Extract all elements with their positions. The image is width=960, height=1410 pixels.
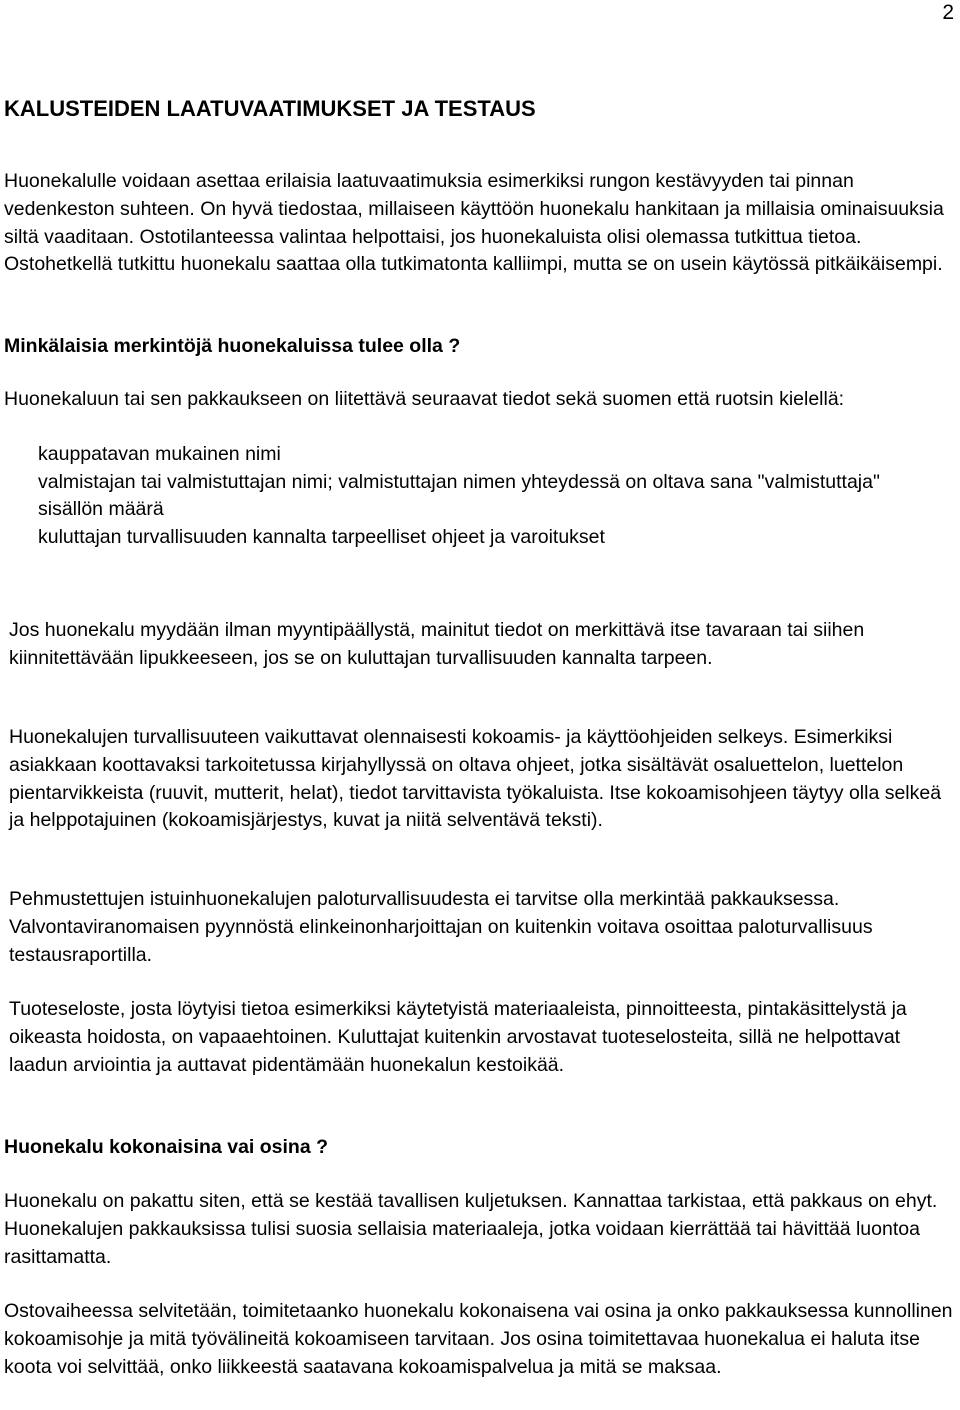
list-item: sisällön määrä — [38, 498, 164, 521]
list-item: valmistajan tai valmistuttajan nimi; valmistuttajan nimen yhteydessä on oltava sana "valmistuttaja" — [38, 470, 880, 493]
paragraph-packaging: Huonekalu on pakattu siten, että se kestää tavallisen kuljetuksen. Kannattaa tarkistaa, että pakkaus on ehyt. Huonekalujen pakkauksissa tulisi suosia sellaisia materiaaleja, jotka voidaan kierrättää tai hävittää luontoa rasittamatta. — [4, 1190, 938, 1268]
list-item: kauppatavan mukainen nimi — [38, 443, 281, 465]
paragraph-packaging-labels: Jos huonekalu myydään ilman myyntipäällystä, mainitut tiedot on merkittävä itse tavaraan tai siihen kiinnitettävään lipukkeeseen, jos se on kuluttajan turvallisuuden kannalta tarpeen. — [9, 619, 865, 669]
document-title: KALUSTEIDEN LAATUVAATIMUKSET JA TESTAUS — [4, 96, 536, 121]
paragraph-purchase-phase: Ostovaiheessa selvitetään, toimitetaanko huonekalu kokonaisena vai osina ja onko pakkauksessa kunnollinen kokoamisohje ja mitä työvälineitä kokoamiseen tarvitaan. Jos osina toimitettavaa huonekalua ei haluta itse koota voi selvittää, onko liikkeestä saatavana kokoamispalvelua ja mitä se maksaa. — [4, 1300, 953, 1378]
paragraph-required-information: Huonekaluun tai sen pakkaukseen on liitettävä seuraavat tiedot sekä suomen että ruotsin kielellä: — [4, 388, 845, 410]
page-number: 2 — [942, 1, 954, 24]
list-item: kuluttajan turvallisuuden kannalta tarpeelliset ohjeet ja varoitukset — [38, 525, 605, 548]
paragraph-product-description: Tuoteseloste, josta löytyisi tietoa esimerkiksi käytetyistä materiaaleista, pinnoitteesta, pintakäsittelystä ja oikeasta hoidosta, on vapaaehtoinen. Kuluttajat kuitenkin arvostavat tuoteselosteita, sillä ne helpottavat laadun arviointia ja auttavat pidentämään huonekalun kestoikää. — [9, 998, 907, 1076]
paragraph-fire-safety: Pehmustettujen istuinhuonekalujen paloturvallisuudesta ei tarvitse olla merkintää pakkauksessa. Valvontaviranomaisen pyynnöstä elinkeinonharjoittajan on kuitenkin voitava osoittaa paloturvallisuus testausraportilla. — [9, 888, 873, 966]
required-information-list — [38, 441, 938, 551]
heading-whole-or-parts: Huonekalu kokonaisina vai osina ? — [4, 1136, 329, 1158]
paragraph-quality-requirements: Huonekalulle voidaan asettaa erilaisia laatuvaatimuksia esimerkiksi rungon kestävyyden tai pinnan vedenkeston suhteen. On hyvä tiedostaa, millaiseen käyttöön huonekalu hankitaan ja millaisia ominaisuuksia siltä vaaditaan. Ostotilanteessa valintaa helpottaisi, jos huonekaluista olisi olemassa tutkittua tietoa. Ostohetkellä tutkittu huonekalu saattaa olla tutkimatonta kalliimpi, mutta se on usein käytössä pitkäikäisempi. — [4, 170, 944, 276]
heading-markings: Minkälaisia merkintöjä huonekaluissa tulee olla ? — [4, 335, 461, 357]
paragraph-assembly-instructions: Huonekalujen turvallisuuteen vaikuttavat olennaisesti kokoamis- ja käyttöohjeiden selkeys. Esimerkiksi asiakkaan koottavaksi tarkoitetussa kirjahyllyssä on oltava ohjeet, jotka sisältävät osaluettelon, luettelon pientarvikkeista (ruuvit, mutterit, helat), tiedot tarvittavista työkaluista. Itse kokoamisohjeen täytyy olla selkeä ja helppotajuinen (kokoamisjärjestys, kuvat ja niitä selventävä teksti). — [9, 726, 942, 832]
